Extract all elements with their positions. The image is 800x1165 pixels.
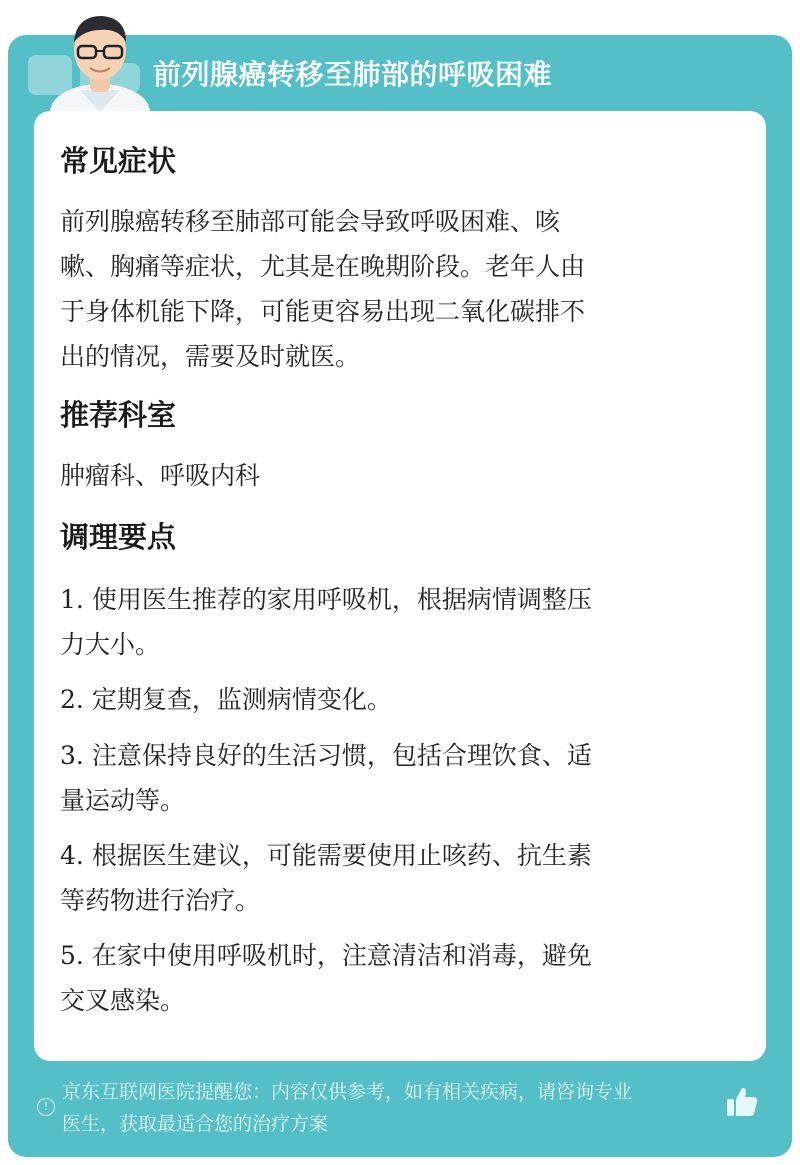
list-text: 力大小。 bbox=[60, 630, 161, 659]
page-title: 前列腺癌转移至肺部的呼吸困难 bbox=[153, 58, 553, 91]
list-text: 交叉感染。 bbox=[60, 986, 186, 1015]
symptoms-line: 前列腺癌转移至肺部可能会导致呼吸困难、咳 bbox=[60, 207, 561, 236]
list-number: 1. bbox=[60, 585, 84, 614]
content-card bbox=[34, 111, 766, 1061]
disclaimer-line: 京东互联网医院提醒您：内容仅供参考，如有相关疾病，请咨询专业 bbox=[62, 1081, 633, 1103]
doctor-avatar bbox=[40, 8, 160, 112]
list-number: 5. bbox=[60, 941, 84, 970]
list-text: 定期复查，监测病情变化。 bbox=[91, 685, 392, 714]
list-number: 4. bbox=[60, 841, 84, 870]
symptoms-line: 于身体机能下降，可能更容易出现二氧化碳排不 bbox=[60, 297, 586, 326]
list-number: 2. bbox=[60, 685, 84, 714]
list-text: 等药物进行治疗。 bbox=[60, 886, 261, 915]
info-icon: ! bbox=[37, 1098, 55, 1116]
disclaimer-line: 医生，获取最适合您的治疗方案 bbox=[62, 1113, 329, 1135]
departments-heading: 推荐科室 bbox=[60, 398, 177, 432]
care-list-item bbox=[60, 833, 740, 923]
departments-text: 肿瘤科、呼吸内科 bbox=[60, 461, 261, 490]
list-text: 注意保持良好的生活习惯，包括合理饮食、适 bbox=[91, 741, 592, 770]
symptoms-heading: 常见症状 bbox=[60, 144, 177, 178]
care-list-item bbox=[60, 933, 740, 1023]
care-list-item bbox=[60, 577, 740, 667]
care-list-item bbox=[60, 677, 740, 722]
care-heading: 调理要点 bbox=[60, 520, 177, 554]
list-text: 量运动等。 bbox=[60, 786, 186, 815]
list-text: 根据医生建议，可能需要使用止咳药、抗生素 bbox=[91, 841, 592, 870]
list-text: 在家中使用呼吸机时，注意清洁和消毒，避免 bbox=[91, 941, 592, 970]
list-text: 使用医生推荐的家用呼吸机，根据病情调整压 bbox=[91, 585, 592, 614]
thumbs-up-icon[interactable] bbox=[724, 1084, 760, 1120]
disclaimer-footer bbox=[62, 1076, 732, 1140]
symptoms-line: 出的情况，需要及时就医。 bbox=[60, 342, 361, 371]
symptoms-line: 嗽、胸痛等症状，尤其是在晚期阶段。老年人由 bbox=[60, 252, 586, 281]
care-list-item bbox=[60, 733, 740, 823]
list-number: 3. bbox=[60, 741, 84, 770]
symptoms-text bbox=[60, 199, 740, 379]
